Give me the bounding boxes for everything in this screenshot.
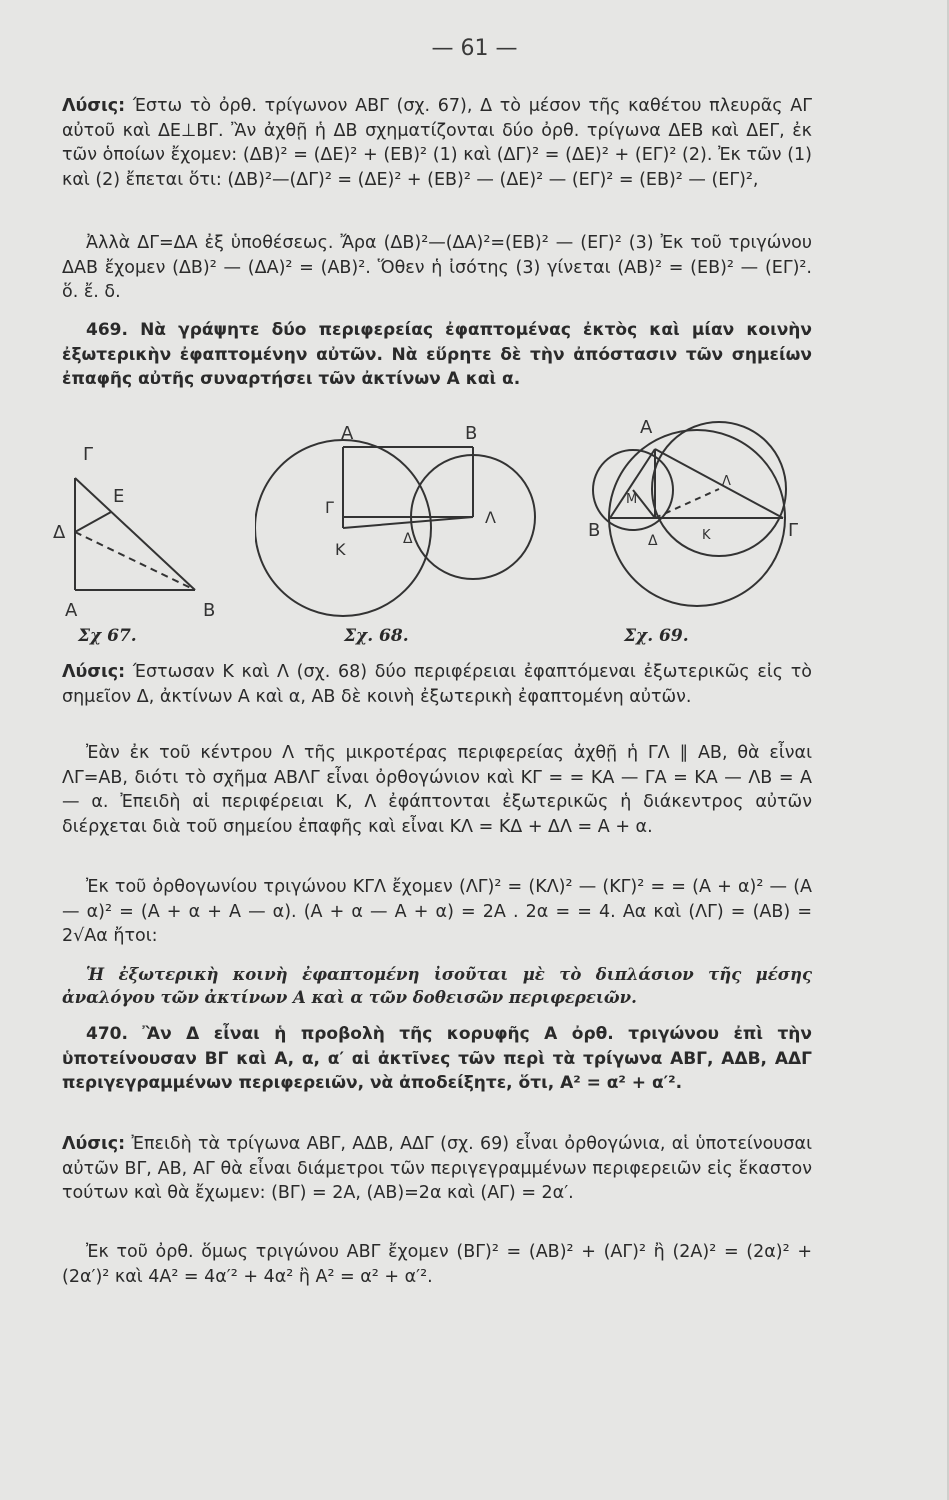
conclusion-italic: Ἡ ἐξωτερικὴ κοινὴ ἐφαπτομένη ἰσοῦται μὲ τὸ διπλάσιον τῆς μέσης ἀναλόγου τῶν ἀκτίνων Α καὶ α τῶν δοθεισῶν περιφερειῶν. <box>62 965 812 1007</box>
label-l: Λ <box>485 508 496 527</box>
solution-text: Ἐπειδὴ τὰ τρίγωνα ΑΒΓ, ΑΔΒ, ΑΔΓ (σχ. 69) εἶναι ὀρθογώνια, αἱ ὑποτείνουσαι αὐτῶν ΒΓ, ΑΒ, ΑΓ θὰ εἶναι διάμετροι τῶν περιγεγραμμένων περιφερειῶν εἰς ἕκαστον τούτων καὶ θὰ ἔχωμεν: (ΒΓ) = 2Α, (ΑΒ)=2α καὶ (ΑΓ) = 2α′. <box>62 1134 812 1204</box>
label-b: Β <box>465 423 478 444</box>
label-l: Λ <box>722 474 731 489</box>
figure-69-drawing <box>570 415 810 630</box>
hypotenuse-bg <box>75 478 195 590</box>
figure-68-drawing <box>255 415 555 630</box>
figure-67-drawing <box>45 430 245 630</box>
solution-text: Έστωσαν Κ καὶ Λ (σχ. 68) δύο περιφέρειαι ἐφαπτόμεναι ἐξωτερικῶς εἰς τὸ σημεῖον Δ, ἀκτίνων Α καὶ α, ΑΒ δὲ κοινὴ ἐξωτερικὴ ἐφαπτομένη αὐτῶν. <box>62 662 812 707</box>
solution-label: Λύσις: <box>62 662 126 682</box>
figure-68-caption: Σχ. 68. <box>344 626 409 646</box>
label-m: Μ <box>626 492 638 507</box>
figure-67-caption: Σχ 67. <box>78 626 137 646</box>
label-a: Α <box>65 600 78 621</box>
solution-label: Λύσις: <box>62 1134 126 1154</box>
segment-db <box>75 532 195 590</box>
label-g: Γ <box>325 498 334 517</box>
label-a: Α <box>341 423 354 444</box>
figure-69 <box>570 415 810 630</box>
label-g: Γ <box>788 520 799 541</box>
problem-469: 469. Νὰ γράψητε δύο περιφερείας ἐφαπτομένας ἐκτὸς καὶ μίαν κοινὴν ἐξωτερικὴν ἐφαπτομένην αὐτῶν. Νὰ εὕρητε δὲ τὴν ἀπόστασιν τῶν σημείων ἐπαφῆς αὐτῆς συναρτήσει τῶν ἀκτίνων Α καὶ α. <box>62 320 812 390</box>
label-e: Ε <box>113 486 125 507</box>
figure-67 <box>45 430 245 630</box>
segment-de <box>75 512 111 532</box>
problem-470: 470. Ἂν Δ εἶναι ἡ προβολὴ τῆς κορυφῆς Α ὀρθ. τριγώνου ἐπὶ τὴν ὑποτείνουσαν ΒΓ καὶ Α, α, α′ αἱ ἀκτῖνες τῶν περὶ τὰ τρίγωνα ΑΒΓ, ΑΔΒ, ΑΔΓ περιγεγραμμένων περιφερειῶν, νὰ ἀποδείξητε, ὅτι, Α² = α² + α′². <box>62 1024 812 1094</box>
label-k: Κ <box>702 528 711 543</box>
label-g: Γ <box>83 444 94 465</box>
paragraph-10: Ἐκ τοῦ ὀρθ. ὅμως τριγώνου ΑΒΓ ἔχομεν (ΒΓ)² = (ΑΒ)² + (ΑΓ)² ἢ (2Α)² = (2α)² + (2α′)² καὶ 4Α² = 4α′² + 4α² ἢ Α² = α² + α′². <box>62 1242 812 1287</box>
solution-text: Έστω τὸ ὀρθ. τρίγωνον ΑΒΓ (σχ. 67), Δ τὸ μέσον τῆς καθέτου πλευρᾶς ΑΓ αὐτοῦ καὶ ΔΕ⊥ΒΓ. Ἂν ἀχθῇ ἡ ΔΒ σχηματίζονται δύο ὀρθ. τρίγωνα ΔΕΒ καὶ ΔΕΓ, ἐκ τῶν ὁποίων ἔχομεν: (ΔΒ)² = (ΔΕ)² + (ΕΒ)² (1) καὶ (ΔΓ)² = (ΔΕ)² + (ΕΓ)² (2). Ἐκ τῶν (1) καὶ (2) ἔπεται ὅτι: (ΔΒ)²—(ΔΓ)² = (ΔΕ)² + (ΕΒ)² — (ΔΕ)² — (ΕΓ)² = (ΕΒ)² — (ΕΓ)², <box>62 96 812 190</box>
figure-69-caption: Σχ. 69. <box>624 626 689 646</box>
label-d: Δ <box>648 533 658 549</box>
label-d: Δ <box>403 531 413 547</box>
paragraph-5: Ἐὰν ἐκ τοῦ κέντρου Λ τῆς μικροτέρας περιφερείας ἀχθῇ ἡ ΓΛ ∥ ΑΒ, θὰ εἶναι ΛΓ=ΑΒ, διότι τὸ σχῆμα ΑΒΛΓ εἶναι ὀρθογώνιον καὶ ΚΓ = = ΚΑ — ΓΑ = ΚΑ — ΛΒ = Α — α. Ἐπειδὴ αἱ περιφέρειαι Κ, Λ ἐφάπτονται ἐξωτερικῶς ἡ διάκεντρος αὐτῶν διέρχεται διὰ τοῦ σημείου ἐπαφῆς καὶ εἶναι ΚΛ = ΚΔ + ΔΛ = Α + α. <box>62 743 812 837</box>
paragraph-2: Ἀλλὰ ΔΓ=ΔΑ ἐξ ὑποθέσεως. Ἄρα (ΔΒ)²—(ΔΑ)²=(ΕΒ)² — (ΕΓ)² (3) Ἐκ τοῦ τριγώνου ΔΑΒ ἔχομεν (ΔΒ)² — (ΔΑ)² = (ΑΒ)². Ὅθεν ἡ ἰσότης (3) γίνεται (ΑΒ)² = (ΕΒ)² — (ΕΓ)². ὅ. ἔ. δ. <box>62 233 812 303</box>
segment-kl <box>343 517 473 528</box>
label-a: Α <box>640 417 653 438</box>
paragraph-6: Ἐκ τοῦ ὀρθογωνίου τριγώνου ΚΓΛ ἔχομεν (ΛΓ)² = (ΚΛ)² — (ΚΓ)² = = (Α + α)² — (Α — α)² = (Α + α + Α — α). (Α + α — Α + α) = 2Α . 2α = = 4. Αα καὶ (ΛΓ) = (ΑΒ) = 2√Αα ἤτοι: <box>62 877 812 947</box>
solution-label: Λύσις: <box>62 96 126 116</box>
solution-paragraph-1 <box>62 94 812 192</box>
label-k: Κ <box>335 540 346 559</box>
label-b: Β <box>203 600 216 621</box>
label-b: Β <box>588 520 601 541</box>
page-number: — 61 — <box>431 36 518 61</box>
figure-68 <box>255 415 555 630</box>
solution-paragraph-470 <box>62 1132 812 1206</box>
solution-paragraph-469 <box>62 660 812 709</box>
label-d: Δ <box>53 522 66 543</box>
